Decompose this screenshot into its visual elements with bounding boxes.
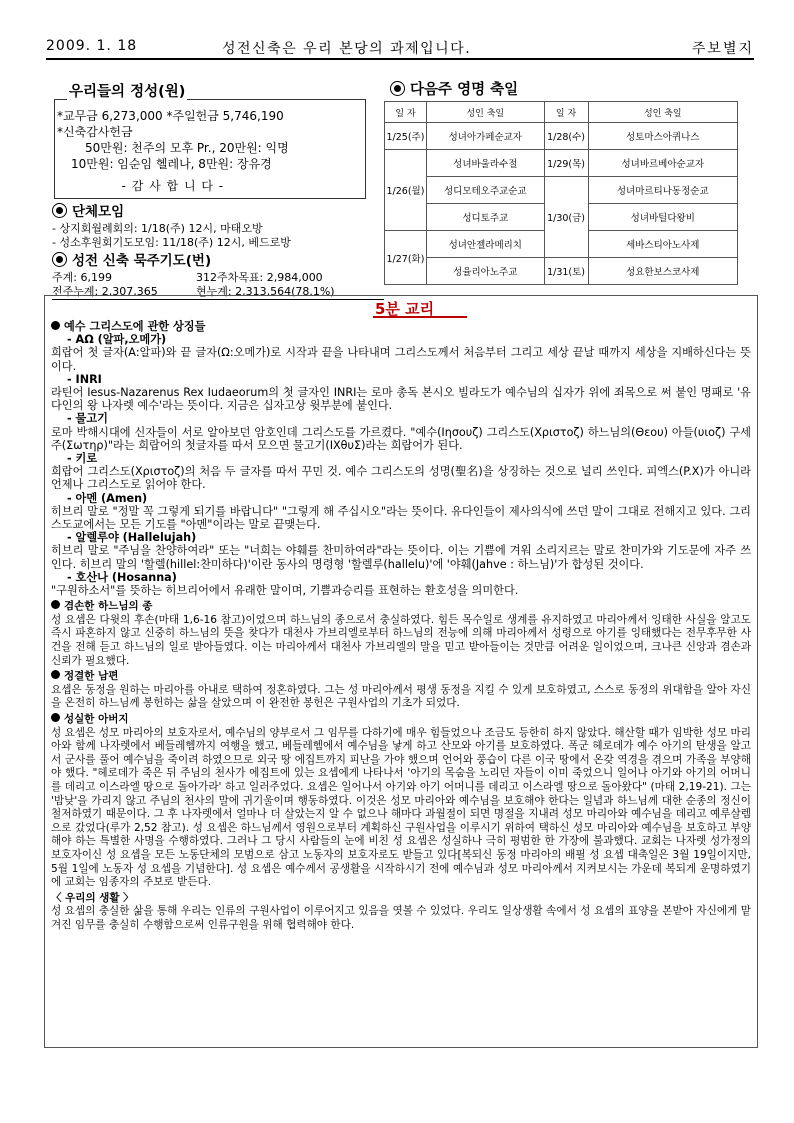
doctrine-box: [44, 295, 758, 1048]
rosary-week: 주계: 6,199: [52, 271, 112, 284]
feast-table-header: [385, 102, 738, 123]
feast-saint: 세바스티아노사제: [588, 231, 737, 258]
offering-box: [54, 84, 366, 199]
bullet-circle-icon: [390, 81, 405, 96]
section-heading: 예수 그리스도에 관한 상징들: [64, 320, 206, 333]
symbol-text: 라틴어 Iesus-Nazarenus Rex Iudaeorum의 첫 글자인 INRI는 로마 총독 본시오 빌라도가 예수님의 십자가 위에 죄목으로 써 붙인 명패로 '유다인의 왕 나자렛 예수'라는 뜻이다. 지금은 십자고상 윗부분에 붙인다.: [51, 386, 751, 413]
offering-line2: *신축감사헌금: [57, 125, 133, 139]
doctrine-title: 5분 교리: [375, 300, 435, 318]
doctrine-content: [51, 320, 751, 933]
groups-item-1: - 상지회월례회의: 1/18(주) 12시, 마태오방: [52, 222, 263, 235]
paragraph: 성 요셉은 다윗의 후손(마태 1,6-16 참고)이었으며 하느님의 종으로서 충실하였다. 힘든 목수일로 생계를 유지하였고 마리아께서 잉태한 사실을 알고도 즉시 파혼하지 않고 신중히 하느님의 뜻을 찾다가 대천사 가브리엘로부터 하느님의 전능에 의해 마리아께서 성령으로 아기를 잉태했다는 전무후무한 사건을 전해 듣고 하느님의 일로 받아들였다. 이는 마리아께서 대천사 가브리엘의 말을 믿고 받아들이는 것만큼 어려운 일이었으며, 크나큰 신앙과 겸손과 신뢰가 필요했다.: [51, 613, 751, 667]
symbol-text: 로마 박해시대에 신자들이 서로 알아보던 암호인데 그리스도를 가르켰다. "예수(Ιησουζ) 그리스도(Χριστοζ) 하느님의(Θεου) 아들(υιοζ) 구세주(Σωτηρ)"라는 희랍어의 첫글자를 따서 모으면 물고기(ΙΧθυΣ)라는 희랍어가 된다.: [51, 425, 751, 452]
symbol-heading: - 키로: [67, 452, 98, 466]
rosary-goal: 312주차목표: 2,984,000: [196, 271, 323, 284]
feast-head-cell: 일 자: [385, 102, 427, 123]
bullet-circle-icon: [52, 203, 67, 218]
page-header: [46, 38, 754, 60]
table-row: [385, 150, 738, 177]
feast-date: 1/29(목): [544, 150, 588, 177]
section-heading: 〈 우리의 생활 〉: [51, 891, 134, 904]
feast-saint: 성토마스아퀴나스: [588, 123, 737, 150]
issue-date: 2009. 1. 18: [46, 38, 138, 54]
page-motto: 성전신축은 우리 본당의 과제입니다.: [222, 41, 472, 57]
section-heading: 성실한 아버지: [64, 713, 129, 726]
offering-line3: 50만원: 천주의 모후 Pr., 20만원: 익명: [85, 141, 289, 155]
feast-date: 1/26(월): [385, 150, 427, 231]
table-row: [385, 177, 738, 204]
symbol-heading: - 아멘 (Amen): [67, 491, 148, 505]
bulletin-type: 주보별지: [691, 41, 754, 57]
symbol-text: 히브리 말로 "주님을 찬양하여라" 또는 "너희는 야훼를 찬미하여라"라는 뜻이다. 이는 기쁨에 겨워 소리지르는 말로 찬미가와 기도문에 자주 쓰인다. 히브리 말의 '할렐(hillel:찬미하다)'이란 동사의 명령형 '할렐루(hallelu)'에 '야훼(Jahve : 하느님)'가 합성된 것이다.: [51, 544, 751, 571]
rosary-prev-total: 전주누계: 2,307,365: [52, 285, 158, 298]
rosary-now-total: 현누계: 2,313,564(78.1%): [196, 285, 335, 298]
bullet-dot-icon: [51, 670, 60, 679]
symbol-heading: - 물고기: [67, 412, 108, 426]
offering-thanks: - 감 사 합 니 다 -: [121, 179, 225, 193]
symbol-text: 히브리 말로 "정말 꼭 그렇게 되기를 바랍니다" "그렇게 해 주십시오"라는 뜻이다. 유다인들이 제사의식에 쓰던 말이 그대로 전해지고 있다. 그리스도교에서는 모든 기도를 "아멘"이라는 말로 끝맺는다.: [51, 504, 751, 532]
offering-title: 우리들의 정성(원): [67, 80, 187, 101]
feast-date: 1/31(토): [544, 258, 588, 285]
rosary-section: [52, 249, 384, 300]
feast-title: 다음주 영명 축일: [410, 82, 519, 98]
groups-title: 단체모임: [72, 204, 125, 220]
feast-date: 1/30(금): [544, 177, 588, 258]
symbol-heading: - 호산나 (Hosanna): [67, 570, 177, 584]
section-heading: 겸손한 하느님의 종: [64, 600, 153, 613]
feast-saint: 성녀바르베아순교자: [588, 150, 737, 177]
feast-saint: 성녀안젤라메리치: [426, 231, 544, 258]
feast-saint: 성디토주교: [426, 204, 544, 231]
feast-head-cell: 성인 축일: [588, 102, 737, 123]
feast-table: [384, 101, 738, 285]
symbol-heading: - 알렐루야 (Hallelujah): [67, 531, 197, 545]
feast-saint: 성녀아가페순교자: [426, 123, 544, 150]
symbol-heading: - INRI: [67, 372, 102, 386]
feast-saint: 성율리아노주교: [426, 258, 544, 285]
symbol-text: "구원하소서"를 뜻하는 히브리어에서 유래한 말이며, 기쁨과승리를 표현하는 환호성을 의미한다.: [51, 584, 519, 598]
title-underline: [373, 316, 467, 318]
bullet-circle-icon: [52, 252, 67, 267]
section-heading: 정결한 남편: [64, 670, 119, 683]
feast-saint: 성녀바울라수절: [426, 150, 544, 177]
feast-head-cell: 성인 축일: [426, 102, 544, 123]
feast-saint: 성디모테오주교순교: [426, 177, 544, 204]
feast-section: [390, 78, 518, 99]
symbol-text: 희랍어 그리스도(Χριστοζ)의 처음 두 글자를 따서 꾸민 것. 예수 그리스도의 성명(聖名)을 상징하는 것으로 널리 쓰인다. 피엑스(P.X)가 아니라 언제나 그리스도로 읽어야 한다.: [51, 465, 751, 492]
paragraph: 성 요셉은 성모 마리아의 보호자로서, 예수님의 양부로서 그 임무를 다하기에 매우 힘들었으나 조금도 등한히 하지 않았다. 해산할 때가 임박한 성모 마리아와 함께 나자렛에서 베들레헴까지 여행을 했고, 베들레헴에서 예수님을 낳게 하고 산모와 아기를 보호하였다. 폭군 헤로데가 예수 아기의 탄생을 알고서 군사를 풀어 예수님을 죽이려 하였으므로 외국 땅 에집트까지 피난을 가야 했으며 언어와 풍습이 다른 이국 땅에서 온갖 역경을 겪으며 가족을 부양해야 했다. "헤로데가 죽은 뒤 주님의 천사가 에집트에 있는 요셉에게 나타나서 '아기의 목숨을 노리던 자들이 이미 죽었으니 일어나 아기와 아기의 어머니를 데리고 이스라엘 땅으로 돌아가라' 하고 일러주었다. 요셉은 일어나서 아기와 아기 어머니를 데리고 이스라엘 땅으로 돌아왔다" (마태 2,19-21). 그는 '밤낮'을 가리지 않고 주님의 천사의 말에 귀기울이며 행동하였다. 이것은 성모 마리아와 예수님을 보호해야 한다는 일념과 하느님께 대한 순종의 정신이 철저하였기 때문이다. 그 후 나자렛에서 얼마나 더 살았는지 알 수 없으나 해마다 과월절이 되면 명절을 지내려 성모 마리아와 예수님을 데리고 예루살렘으로 갔었다(루가 2,52 참고). 성 요셉은 하느님께서 영원으로부터 계획하신 구원사업을 이루시기 위하여 택하신 성모 마리아와 예수님을 보호하고 부양해야 하는 특별한 사명을 수행하였다. 그러나 그 당시 사람들의 눈에 비친 성 요셉은 성실하나 극히 평범한 한 가장에 불과했다. 교회는 나자렛 성가정의 보호자이신 성 요셉을 모든 노동단체의 모범으로 삼고 노동자의 보호자로도 받들고 있다[복되신 동정 마리아의 배필 성 요셉 대축일은 3월 19일이지만, 5월 1일에 노동자 성 요셉을 기념한다]. 성 요셉은 예수께서 공생활을 시작하시기 전에 예수님과 성모 마리아께서 지켜보시는 가운데 복되게 운명하였기에 교회는 임종자의 주보로 받든다.: [51, 726, 751, 889]
feast-date: 1/25(주): [385, 123, 427, 150]
symbol-text: 희랍어 첫 글자(Α:알파)와 끝 글자(Ω:오메가)로 시작과 끝을 나타내며 그리스도께서 처음부터 그리고 세상 끝날 때까지 세상을 지배하신다는 뜻이다.: [51, 346, 751, 373]
feast-date: 1/28(수): [544, 123, 588, 150]
table-row: [385, 258, 738, 285]
bullet-dot-icon: [51, 321, 60, 330]
bullet-dot-icon: [51, 600, 60, 609]
bullet-dot-icon: [51, 713, 60, 722]
feast-head-cell: 일 자: [544, 102, 588, 123]
paragraph: 성 요셉의 충실한 삶을 통해 우리는 인류의 구원사업이 이루어지고 있음을 엿볼 수 있었다. 우리도 일상생활 속에서 성 요셉의 표양을 본받아 자신에게 맡겨진 임무를 충실히 수행함으로써 인류구원을 위해 협력해야 한다.: [51, 905, 751, 931]
paragraph: 요셉은 동정을 원하는 마리아를 아내로 택하여 정혼하였다. 그는 성 마리아께서 평생 동정을 지킬 수 있게 보호하였고, 스스로 동정의 위대함을 알아 자신을 온전히 하느님께 봉헌하는 삶을 살았으며 이 완전한 봉헌은 구원사업의 기초가 되었다.: [51, 683, 751, 710]
offering-line4: 10만원: 임순임 헬레나, 8만원: 장유경: [71, 157, 272, 171]
feast-saint: 성요한보스코사제: [588, 258, 737, 285]
feast-saint: 성녀마르티나동정순교: [588, 177, 737, 204]
symbol-heading: - ΑΩ (알파,오메가): [67, 333, 167, 347]
group-meetings: [52, 200, 382, 250]
feast-saint: 성녀바틸다왕비: [588, 204, 737, 231]
rosary-title: 성전 신축 묵주기도(번): [72, 253, 212, 269]
offering-line1: *교무금 6,273,000 *주일헌금 5,746,190: [57, 109, 284, 123]
groups-item-2: - 성소후원회기도모임: 11/18(주) 12시, 베드로방: [52, 236, 291, 249]
feast-date: 1/27(화): [385, 231, 427, 285]
table-row: [385, 123, 738, 150]
